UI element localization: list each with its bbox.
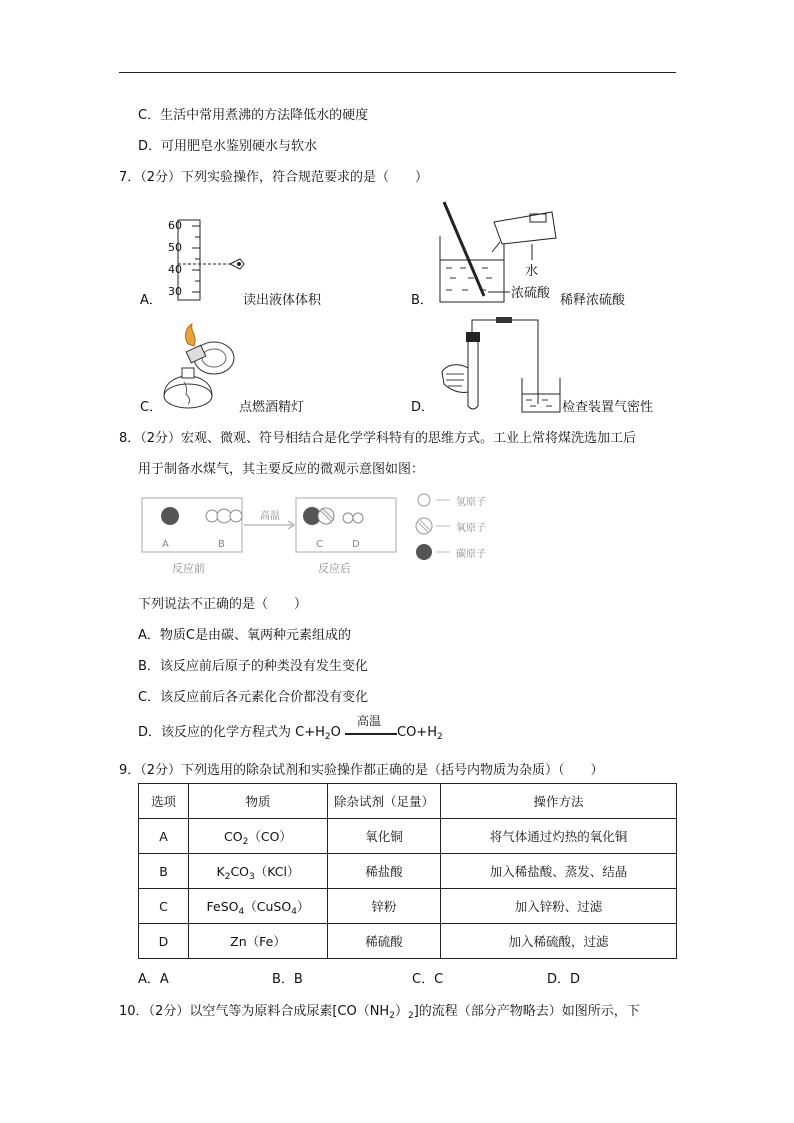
diagram-label-a: A: [162, 539, 169, 550]
q7-a-letter: A．: [140, 293, 162, 308]
diagram-label-b: B: [218, 539, 225, 550]
row-option: C: [139, 889, 189, 924]
row-option: B: [139, 854, 189, 889]
scale-50: 50: [168, 241, 182, 254]
table-row: [139, 819, 677, 854]
q7-c-caption: 点燃酒精灯: [239, 400, 305, 415]
q8-option-d-prefix: D．该反应的化学方程式为 C+H: [138, 725, 325, 740]
table-row: [139, 854, 677, 889]
diagram-label-d: D: [352, 539, 360, 550]
alcohol-lamp-figure: [158, 322, 244, 412]
header-method: 操作方法: [441, 784, 677, 819]
row-method: 加入锌粉、过滤: [441, 889, 677, 924]
header-option: 选项: [139, 784, 189, 819]
row-substance: $CO_2(CO)$: [189, 819, 328, 854]
q7-b-caption: 稀释浓硫酸: [560, 293, 626, 308]
q6-option-d: D．可用肥皂水鉴别硬水与软水: [138, 139, 318, 154]
scale-60: 60: [168, 219, 182, 232]
table-row: [139, 924, 677, 959]
q10-stem-prefix: 10．（2分）以空气等为原料合成尿素[CO（NH: [119, 1004, 390, 1019]
diagram-before-label: 反应前: [172, 562, 205, 575]
q7-b-acid-label: 浓硫酸: [511, 286, 551, 301]
row-method: 加入稀盐酸、蒸发、结晶: [441, 854, 677, 889]
table-header-row: [139, 784, 677, 819]
q8-option-d: D．该反应的化学方程式为 $C+H_2O$ 高温 $CO+H_2$: [138, 713, 443, 742]
q7-b-water-label: 水: [525, 264, 539, 279]
q8-stem-line1: 8．（2分）宏观、微观、符号相结合是化学学科特有的思维方式。工业上常将煤洗选加工后: [119, 431, 637, 446]
row-substance: Zn（Fe）: [189, 924, 328, 959]
row-substance: $K_2CO_3(KCl)$: [189, 854, 328, 889]
q7-stem: 7．（2分）下列实验操作，符合规范要求的是（ ）: [119, 170, 429, 185]
scale-30: 30: [168, 285, 182, 298]
q9-table: [138, 783, 677, 959]
q7-b-letter: B．: [411, 293, 433, 308]
q9-answer-d: D．D: [547, 972, 581, 987]
legend-hydrogen: 氢原子: [456, 497, 486, 508]
equation-arrow: [345, 713, 397, 740]
row-reagent: 锌粉: [328, 889, 441, 924]
table-row: [139, 889, 677, 924]
legend-carbon: 碳原子: [456, 549, 486, 560]
q9-stem: 9．（2分）下列选用的除杂试剂和实验操作都正确的是（括号内物质为杂质）（ ）: [119, 763, 604, 778]
header-substance: 物质: [189, 784, 328, 819]
q9-answer-a: A．A: [138, 972, 169, 987]
row-substance: FeSO$_4$（CuSO$_4$）: [189, 889, 328, 924]
equation-condition: 高温: [357, 713, 382, 728]
q8-option-c: C．该反应前后各元素化合价都没有变化: [138, 690, 369, 705]
q9-answer-c: C．C: [412, 972, 444, 987]
row-method: 加入稀硫酸，过滤: [441, 924, 677, 959]
q8-stem-line2: 用于制备水煤气，其主要反应的微观示意图如图：: [138, 462, 425, 477]
row-method: 将气体通过灼热的氧化铜: [441, 819, 677, 854]
q8-option-a: A．物质C是由碳、氧两种元素组成的: [138, 628, 351, 643]
q8-sub-stem: 下列说法不正确的是（ ）: [138, 597, 308, 612]
row-reagent: 稀盐酸: [328, 854, 441, 889]
q7-d-letter: D．: [411, 400, 435, 415]
diagram-label-c: C: [316, 539, 323, 550]
legend-oxygen: 氧原子: [456, 523, 486, 534]
header-rule: [119, 72, 676, 73]
q7-d-caption: 检查装置气密性: [562, 400, 654, 415]
q6-option-c: C．生活中常用煮沸的方法降低水的硬度: [138, 108, 369, 123]
header-reagent: 除杂试剂（足量）: [328, 784, 441, 819]
scale-40: 40: [168, 263, 182, 276]
q9-answer-b: B．B: [272, 972, 303, 987]
row-option: A: [139, 819, 189, 854]
q8-option-b: B．该反应前后原子的种类没有发生变化: [138, 659, 368, 674]
q7-c-letter: C．: [140, 400, 163, 415]
row-option: D: [139, 924, 189, 959]
airtightness-check-figure: [438, 316, 564, 414]
q10-stem-suffix: ]的流程（部分产物略去）如图所示，下: [413, 1004, 640, 1019]
q10-stem: 10．（2分）以空气等为原料合成尿素$[CO(NH_2)_2]$的流程（部分产物略去）如图所示，下: [119, 1004, 640, 1021]
diagram-condition: 高温: [260, 511, 280, 522]
row-reagent: 氧化铜: [328, 819, 441, 854]
diagram-after-label: 反应后: [318, 562, 351, 575]
q7-a-caption: 读出液体体积: [243, 293, 322, 308]
row-reagent: 稀硫酸: [328, 924, 441, 959]
